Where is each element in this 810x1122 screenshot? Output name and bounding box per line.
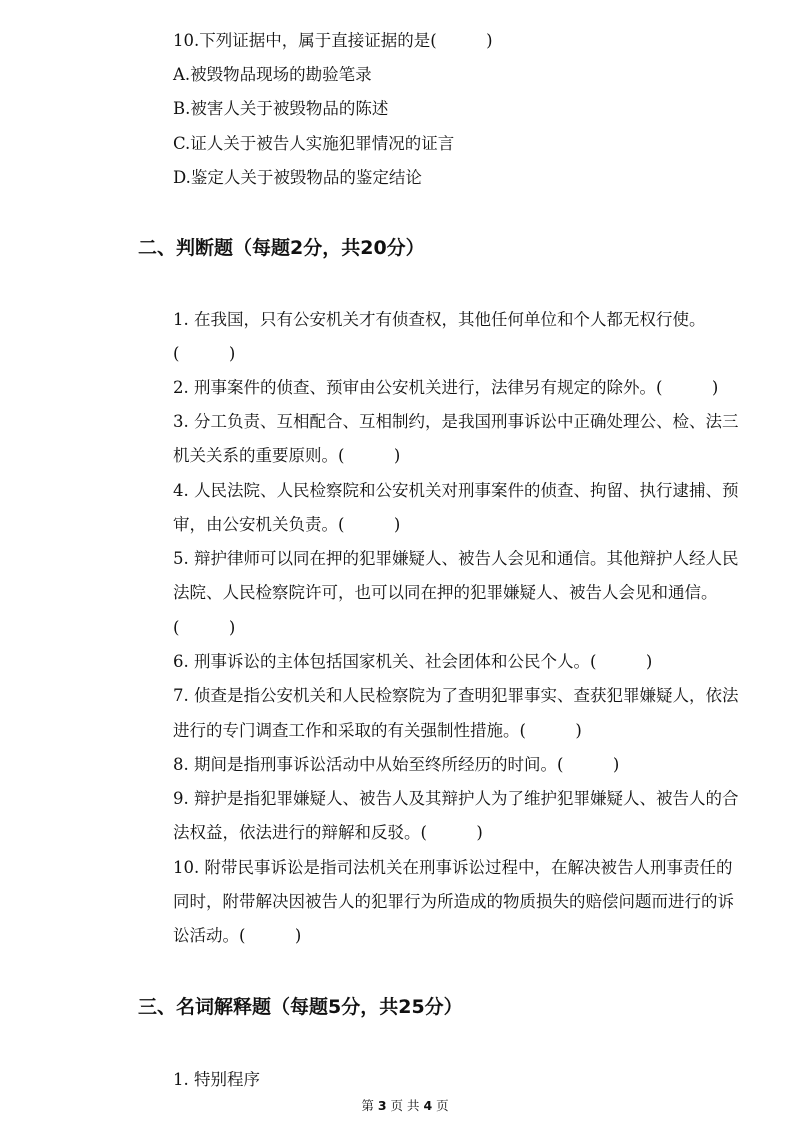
question-10-stem: 10.下列证据中，属于直接证据的是( ) bbox=[173, 31, 493, 50]
text-line: 3. 分工负责、互相配合、互相制约，是我国刑事诉讼中正确处理公、检、法三 bbox=[173, 412, 739, 431]
text-line: 4. 人民法院、人民检察院和公安机关对刑事案件的侦查、拘留、执行逮捕、预 bbox=[173, 481, 739, 500]
term-item: 1. 特别程序 bbox=[173, 1070, 260, 1089]
text-line: 6. 刑事诉讼的主体包括国家机关、社会团体和公民个人。( ) bbox=[173, 652, 653, 671]
text-line: 法权益，依法进行的辩解和反驳。( ) bbox=[173, 823, 483, 842]
footer-suffix: 页 bbox=[436, 1098, 449, 1113]
text-line: 同时，附带解决因被告人的犯罪行为所造成的物质损失的赔偿问题而进行的诉 bbox=[173, 892, 734, 911]
section-2-heading: 二、判断题（每题2分，共20分） bbox=[138, 237, 425, 259]
text-line: 审，由公安机关负责。( ) bbox=[173, 515, 401, 534]
text-line: 2. 刑事案件的侦查、预审由公安机关进行，法律另有规定的除外。( ) bbox=[173, 378, 719, 397]
current-page-number: 3 bbox=[377, 1098, 387, 1113]
total-pages-number: 4 bbox=[423, 1098, 433, 1113]
page-footer bbox=[0, 1098, 810, 1114]
text-line: ( ) bbox=[173, 344, 236, 363]
text-line: 法院、人民检察院许可，也可以同在押的犯罪嫌疑人、被告人会见和通信。 bbox=[173, 583, 718, 602]
text-line: 7. 侦查是指公安机关和人民检察院为了查明犯罪事实、查获犯罪嫌疑人，依法 bbox=[173, 686, 739, 705]
text-line: 10. 附带民事诉讼是指司法机关在刑事诉讼过程中，在解决被告人刑事责任的 bbox=[173, 858, 733, 877]
footer-middle: 页 共 bbox=[390, 1098, 420, 1113]
option-a: A.被毁物品现场的勘验笔录 bbox=[173, 65, 372, 84]
text-line: 9. 辩护是指犯罪嫌疑人、被告人及其辩护人为了维护犯罪嫌疑人、被告人的合 bbox=[173, 789, 739, 808]
option-d: D.鉴定人关于被毁物品的鉴定结论 bbox=[173, 168, 422, 187]
text-line: 8. 期间是指刑事诉讼活动中从始至终所经历的时间。( ) bbox=[173, 755, 620, 774]
section-3-heading: 三、名词解释题（每题5分，共25分） bbox=[138, 996, 463, 1018]
text-line: 1. 在我国，只有公安机关才有侦查权，其他任何单位和个人都无权行使。 bbox=[173, 310, 706, 329]
option-b: B.被害人关于被毁物品的陈述 bbox=[173, 99, 389, 118]
text-line: 机关关系的重要原则。( ) bbox=[173, 446, 401, 465]
text-line: ( ) bbox=[173, 618, 236, 637]
text-line: 进行的专门调查工作和采取的有关强制性措施。( ) bbox=[173, 721, 582, 740]
text-line: 5. 辩护律师可以同在押的犯罪嫌疑人、被告人会见和通信。其他辩护人经人民 bbox=[173, 549, 739, 568]
footer-prefix: 第 bbox=[361, 1098, 374, 1113]
option-c: C.证人关于被告人实施犯罪情况的证言 bbox=[173, 134, 455, 153]
text-line: 讼活动。( ) bbox=[173, 926, 302, 945]
